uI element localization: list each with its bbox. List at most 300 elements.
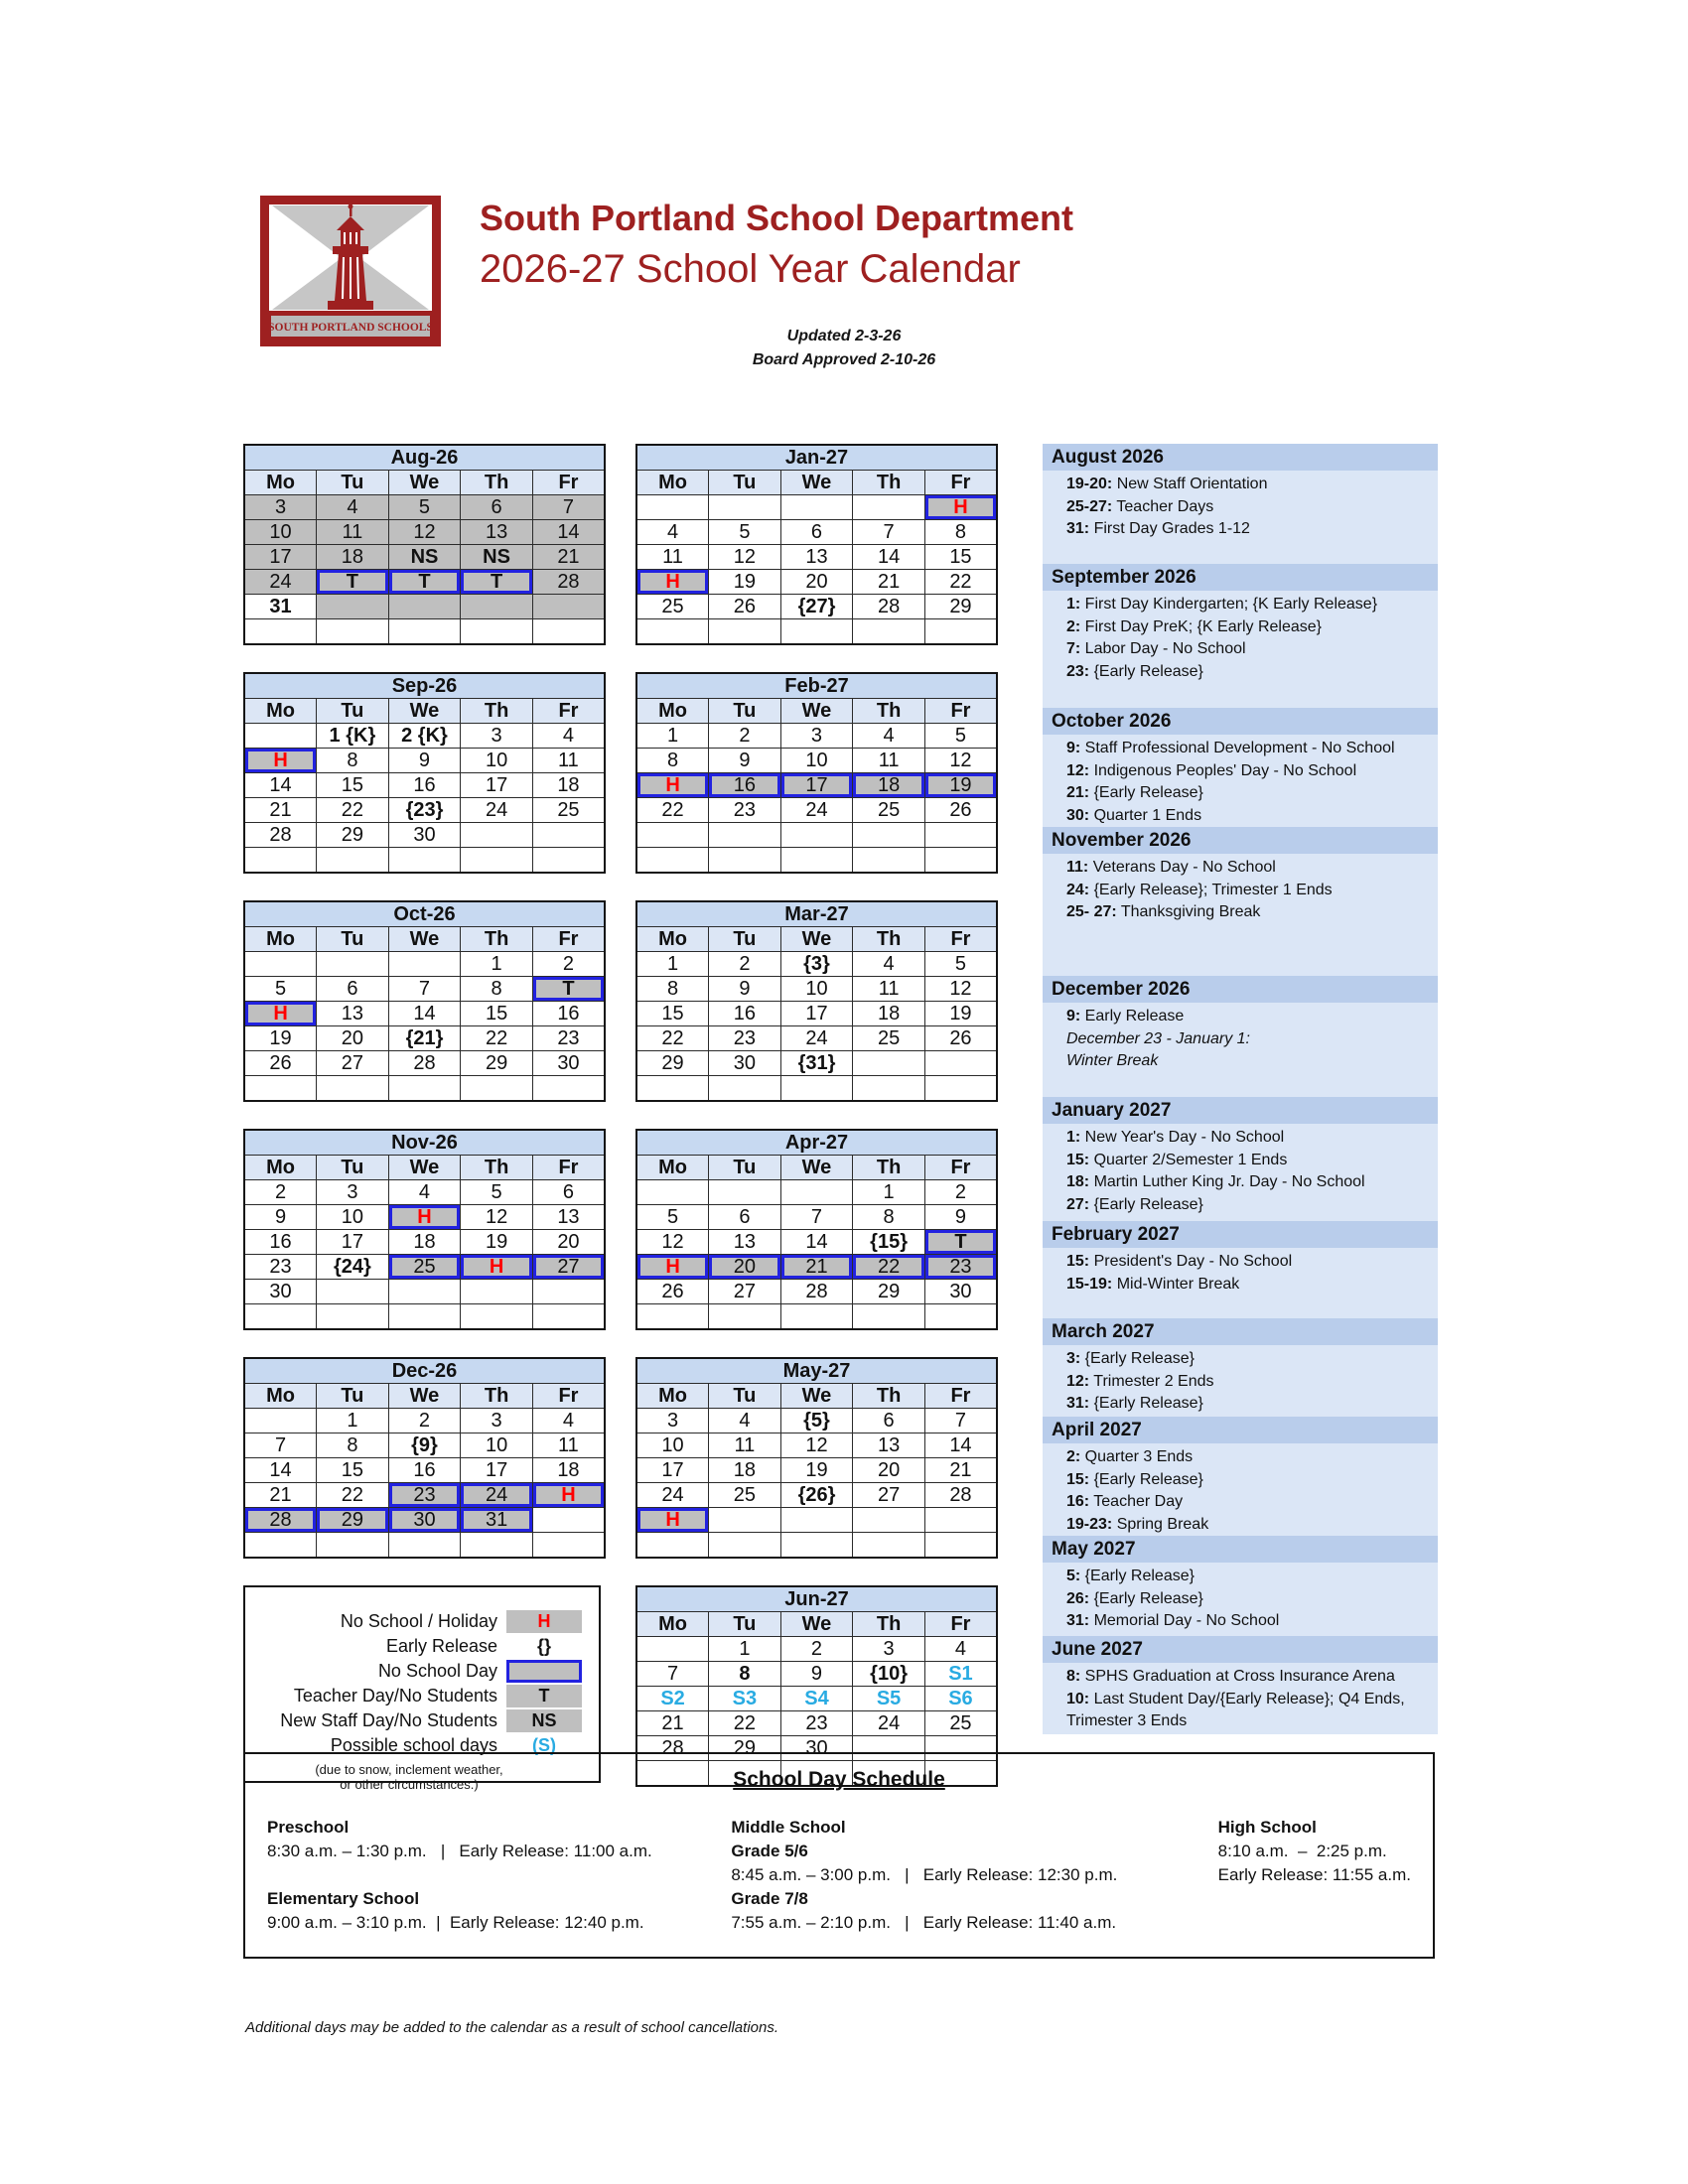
day-cell: 21 [780,1255,853,1280]
legend-row [245,1609,599,1634]
day-cell: H [461,1255,533,1280]
day-cell: 10 [780,977,853,1002]
month-calendar-nov-26 [243,1129,606,1330]
day-cell [244,724,317,749]
day-cell: 14 [244,773,317,798]
day-cell: 15 [636,1002,709,1026]
month-title: May-27 [636,1358,997,1384]
events-month-body [1043,1248,1438,1296]
day-cell: 26 [709,595,781,619]
day-cell: {26} [780,1483,853,1508]
day-cell: 28 [244,823,317,848]
event-line: 25- 27: Thanksgiving Break [1066,903,1261,920]
elementary-hours: 9:00 a.m. – 3:10 p.m. | Early Release: 12:40 p.m. [267,1913,644,1932]
event-line: December 23 - January 1: [1066,1029,1250,1047]
events-month-header: October 2026 [1043,708,1438,735]
day-cell [388,1076,461,1102]
events-month-body [1043,735,1438,827]
day-cell: T [317,570,389,595]
day-cell [853,1076,925,1102]
events-month-header: August 2026 [1043,444,1438,471]
day-cell: 17 [780,773,853,798]
day-of-week-header: Th [853,1156,925,1180]
day-cell [244,1533,317,1559]
day-cell: 23 [388,1483,461,1508]
event-line: 25-27: Teacher Days [1066,497,1214,515]
approved-note: Board Approved 2-10-26 [752,351,936,368]
day-of-week-header: Mo [244,1156,317,1180]
day-cell: 26 [924,798,997,823]
day-cell [388,1280,461,1304]
day-of-week-header: Tu [709,1156,781,1180]
day-cell: 23 [709,798,781,823]
day-cell [636,1304,709,1330]
day-cell: 28 [853,595,925,619]
day-cell: 17 [317,1230,389,1255]
event-line: 27: {Early Release} [1066,1195,1203,1213]
events-month-header: April 2027 [1043,1417,1438,1443]
legend-swatch-possible: (S) [532,1735,556,1755]
middle-school-label: Middle School [731,1818,846,1837]
events-month-header: January 2027 [1043,1097,1438,1124]
event-day: 15: [1066,1253,1090,1270]
elementary-label: Elementary School [267,1889,420,1908]
event-line: 15-19: Mid-Winter Break [1066,1275,1240,1293]
day-cell: {3} [780,952,853,977]
day-cell [924,848,997,874]
day-cell [388,952,461,977]
day-cell: 14 [244,1458,317,1483]
event-day: 21: [1066,784,1090,801]
day-cell [853,823,925,848]
event-line: 7: Labor Day - No School [1066,640,1246,657]
day-cell: 9 [244,1205,317,1230]
day-cell: H [244,1002,317,1026]
day-cell: 25 [853,1026,925,1051]
day-cell [780,1533,853,1559]
calendar-table [635,1357,998,1559]
day-cell [317,1533,389,1559]
event-day: 15: [1066,1151,1090,1168]
month-calendar-mar-27 [635,900,998,1102]
day-cell [924,1304,997,1330]
month-calendar-jan-27 [635,444,998,645]
day-cell: 7 [636,1662,709,1687]
day-cell [317,1280,389,1304]
day-cell [317,848,389,874]
day-cell: 15 [924,545,997,570]
day-cell: 2 [709,724,781,749]
day-cell: 11 [853,749,925,773]
day-of-week-header: Fr [924,1612,997,1637]
events-month-block [1043,1636,1438,1734]
day-cell [780,1508,853,1533]
day-cell [853,1304,925,1330]
day-cell: {27} [780,595,853,619]
day-cell: 3 [461,1409,533,1433]
day-of-week-header: Tu [709,1384,781,1409]
calendar-table [635,900,998,1102]
day-cell: 10 [244,520,317,545]
day-cell: 25 [636,595,709,619]
day-cell: 11 [853,977,925,1002]
day-cell: 11 [317,520,389,545]
day-cell: 19 [244,1026,317,1051]
day-cell [532,1533,605,1559]
day-cell [636,1533,709,1559]
day-cell [317,952,389,977]
day-cell: 13 [853,1433,925,1458]
day-cell: 2 [780,1637,853,1662]
day-cell: 22 [636,1026,709,1051]
day-cell [924,1076,997,1102]
day-of-week-header: Fr [532,699,605,724]
day-of-week-header: Fr [924,1384,997,1409]
day-cell: 1 [317,1409,389,1433]
day-of-week-header: We [780,471,853,495]
events-panel [1043,444,1438,1734]
day-of-week-header: We [388,1156,461,1180]
day-cell [924,823,997,848]
page-subtitle: 2026-27 School Year Calendar [480,247,1021,291]
day-cell: 5 [388,495,461,520]
day-cell [388,1533,461,1559]
grade-78-label: Grade 7/8 [731,1889,808,1908]
month-title: Dec-26 [244,1358,605,1384]
event-day: 15-19: [1066,1275,1113,1293]
day-cell: 1 [853,1180,925,1205]
day-cell [780,1076,853,1102]
day-cell: 25 [388,1255,461,1280]
day-cell: 23 [244,1255,317,1280]
day-cell: 7 [780,1205,853,1230]
month-title: Oct-26 [244,901,605,927]
day-cell: 5 [924,724,997,749]
event-day: 27: [1066,1195,1090,1213]
day-cell [461,1280,533,1304]
school-day-schedule [243,1752,1435,1959]
day-cell: 18 [853,773,925,798]
day-cell: 4 [532,1409,605,1433]
day-cell: 29 [317,823,389,848]
day-cell: H [388,1205,461,1230]
day-cell [244,1304,317,1330]
day-of-week-header: Tu [709,927,781,952]
events-month-body [1043,1663,1438,1733]
day-cell: 4 [532,724,605,749]
day-cell: S6 [924,1687,997,1711]
day-cell: 14 [924,1433,997,1458]
day-cell: T [388,570,461,595]
legend-label: No School / Holiday [340,1611,497,1631]
day-cell [636,619,709,645]
day-cell [709,1304,781,1330]
day-cell: 26 [636,1280,709,1304]
event-line: Winter Break [1066,1052,1159,1069]
month-title: Feb-27 [636,673,997,699]
events-month-header: September 2026 [1043,564,1438,591]
day-cell: 29 [924,595,997,619]
day-of-week-header: Mo [244,1384,317,1409]
day-cell: 12 [780,1433,853,1458]
day-cell: 25 [532,798,605,823]
events-month-body [1043,1563,1438,1633]
events-month-body [1043,1003,1438,1073]
event-line: 26: {Early Release} [1066,1589,1203,1607]
event-line: 21: {Early Release} [1066,784,1203,801]
day-cell: T [461,570,533,595]
day-cell: 20 [853,1458,925,1483]
day-cell: 1 [709,1637,781,1662]
day-of-week-header: Tu [317,1156,389,1180]
day-cell: 4 [317,495,389,520]
calendar-column-middle [635,444,998,1787]
day-cell [532,823,605,848]
month-title: Nov-26 [244,1130,605,1156]
day-cell: 4 [853,724,925,749]
day-of-week-header: Fr [532,1384,605,1409]
event-line: 23: {Early Release} [1066,662,1203,680]
day-cell: 12 [461,1205,533,1230]
day-cell: 4 [388,1180,461,1205]
day-cell: 14 [853,545,925,570]
day-cell [461,1304,533,1330]
day-cell: 16 [388,773,461,798]
day-cell: 2 [244,1180,317,1205]
day-cell: 22 [636,798,709,823]
day-cell: 22 [317,798,389,823]
day-cell: 12 [636,1230,709,1255]
month-calendar-oct-26 [243,900,606,1102]
event-line: 18: Martin Luther King Jr. Day - No School [1066,1173,1365,1190]
day-cell: 18 [388,1230,461,1255]
day-cell: 30 [780,1736,853,1761]
day-of-week-header: Mo [636,471,709,495]
day-of-week-header: Mo [636,699,709,724]
day-cell: 22 [461,1026,533,1051]
day-cell: 2 [709,952,781,977]
day-cell: {15} [853,1230,925,1255]
preschool-hours: 8:30 a.m. – 1:30 p.m. | Early Release: 11:00 a.m. [267,1842,652,1860]
day-of-week-header: Mo [244,699,317,724]
day-cell: 4 [636,520,709,545]
day-of-week-header: Th [461,1156,533,1180]
day-cell: 31 [461,1508,533,1533]
events-month-header: March 2027 [1043,1318,1438,1345]
day-cell: 19 [924,1002,997,1026]
event-day: 24: [1066,881,1090,898]
events-month-block [1043,1417,1438,1536]
month-title: Aug-26 [244,445,605,471]
day-cell: 5 [244,977,317,1002]
day-cell [924,1508,997,1533]
day-cell: 23 [924,1255,997,1280]
grade-78-hours: 7:55 a.m. – 2:10 p.m. | Early Release: 11:40 a.m. [731,1913,1117,1932]
day-cell: 2 [388,1409,461,1433]
events-month-block [1043,1221,1438,1318]
calendar-table [635,672,998,874]
month-calendar-sep-26 [243,672,606,874]
events-month-body [1043,1345,1438,1416]
day-cell: 2 [532,952,605,977]
day-cell [853,619,925,645]
day-cell: 6 [317,977,389,1002]
day-cell: 24 [853,1711,925,1736]
day-of-week-header: We [780,1612,853,1637]
day-cell [532,1280,605,1304]
day-cell: NS [388,545,461,570]
day-cell: {23} [388,798,461,823]
event-day: 12: [1066,1372,1090,1390]
event-day: 1: [1066,1129,1081,1146]
legend-label: No School Day [377,1661,497,1681]
day-cell: 16 [709,773,781,798]
day-cell [461,1076,533,1102]
day-cell: 1 [461,952,533,977]
day-cell: 5 [461,1180,533,1205]
day-cell: 3 [780,724,853,749]
day-cell: 29 [709,1736,781,1761]
event-day: 9: [1066,1008,1081,1024]
day-cell: T [532,977,605,1002]
day-cell: 5 [709,520,781,545]
day-cell: 13 [780,545,853,570]
event-line: 11: Veterans Day - No School [1066,859,1276,876]
day-cell: 10 [317,1205,389,1230]
footer-note: Additional days may be added to the calendar as a result of school cancellations. [245,2019,778,2036]
day-cell [532,619,605,645]
day-cell: S2 [636,1687,709,1711]
day-cell: 22 [853,1255,925,1280]
day-of-week-header: Tu [709,471,781,495]
day-cell: 4 [709,1409,781,1433]
day-cell [853,848,925,874]
day-cell: 2 [924,1180,997,1205]
event-line: 19-20: New Staff Orientation [1066,476,1268,492]
day-cell: 16 [244,1230,317,1255]
calendar-table [243,672,606,874]
legend-row [245,1708,599,1733]
day-cell: 8 [924,520,997,545]
day-of-week-header: We [388,1384,461,1409]
day-cell: H [244,749,317,773]
day-cell: 13 [317,1002,389,1026]
day-cell: 9 [388,749,461,773]
day-cell: 21 [244,1483,317,1508]
day-cell: 22 [924,570,997,595]
legend-label: Possible school days [330,1735,497,1755]
day-cell [924,1533,997,1559]
day-cell: 17 [636,1458,709,1483]
schedule-columns [267,1816,1411,1935]
day-of-week-header: We [780,1156,853,1180]
event-line: 2: Quarter 3 Ends [1066,1448,1194,1465]
event-day: 2: [1066,617,1081,635]
events-month-body [1043,471,1438,541]
day-cell [853,1051,925,1076]
event-day: 1: [1066,596,1081,613]
day-cell [244,619,317,645]
day-cell: 6 [780,520,853,545]
event-line: 31: First Day Grades 1-12 [1066,520,1250,537]
day-of-week-header: Tu [317,699,389,724]
month-calendar-aug-26 [243,444,606,645]
schedule-title: School Day Schedule [733,1768,945,1791]
day-cell: 30 [709,1051,781,1076]
day-cell: 12 [388,520,461,545]
month-title: Mar-27 [636,901,997,927]
event-line: 16: Teacher Day [1066,1493,1184,1510]
day-cell: 22 [317,1483,389,1508]
event-day: 30: [1066,806,1090,824]
event-line: 12: Trimester 2 Ends [1066,1372,1214,1390]
day-cell: 4 [853,952,925,977]
day-cell [853,1508,925,1533]
preschool-label: Preschool [267,1818,350,1837]
day-cell: 28 [780,1280,853,1304]
day-of-week-header: We [780,1384,853,1409]
day-cell: 24 [780,1026,853,1051]
day-cell [780,495,853,520]
day-cell: 19 [461,1230,533,1255]
event-line: 9: Staff Professional Development - No School [1066,740,1395,756]
day-of-week-header: We [388,471,461,495]
day-cell: 30 [244,1280,317,1304]
day-cell: 25 [924,1711,997,1736]
spacer-row [267,1863,731,1887]
day-of-week-header: Mo [244,927,317,952]
event-day: 25-27: [1066,497,1113,515]
event-line: 2: First Day PreK; {K Early Release} [1066,617,1322,635]
legend-label: Early Release [385,1636,497,1656]
header-titles [480,197,1073,294]
event-day: 31: [1066,520,1090,537]
day-cell: 12 [924,977,997,1002]
day-cell [924,619,997,645]
day-of-week-header: Th [853,1612,925,1637]
day-cell: 11 [532,1433,605,1458]
day-cell: 8 [853,1205,925,1230]
day-cell [244,952,317,977]
events-month-header: June 2027 [1043,1636,1438,1663]
day-cell: 21 [636,1711,709,1736]
day-cell: 28 [388,1051,461,1076]
day-cell: 3 [461,724,533,749]
legend-row [245,1659,599,1684]
event-day: 3: [1066,1350,1081,1367]
day-cell [317,1304,389,1330]
day-of-week-header: Th [853,471,925,495]
day-cell: 28 [244,1508,317,1533]
event-day: 9: [1066,740,1081,756]
day-cell: 7 [244,1433,317,1458]
legend-swatch-plain: {} [536,1636,551,1656]
day-cell: 24 [461,798,533,823]
day-cell: 6 [709,1205,781,1230]
day-cell: 27 [532,1255,605,1280]
day-cell: 17 [461,773,533,798]
month-calendar-dec-26 [243,1357,606,1559]
day-cell: 18 [709,1458,781,1483]
month-calendar-may-27 [635,1357,998,1559]
day-cell: 7 [924,1409,997,1433]
day-of-week-header: We [780,699,853,724]
calendar-table [243,900,606,1102]
day-cell: 14 [532,520,605,545]
event-day: 18: [1066,1173,1090,1190]
events-month-body [1043,1124,1438,1216]
calendar-table [635,444,998,645]
